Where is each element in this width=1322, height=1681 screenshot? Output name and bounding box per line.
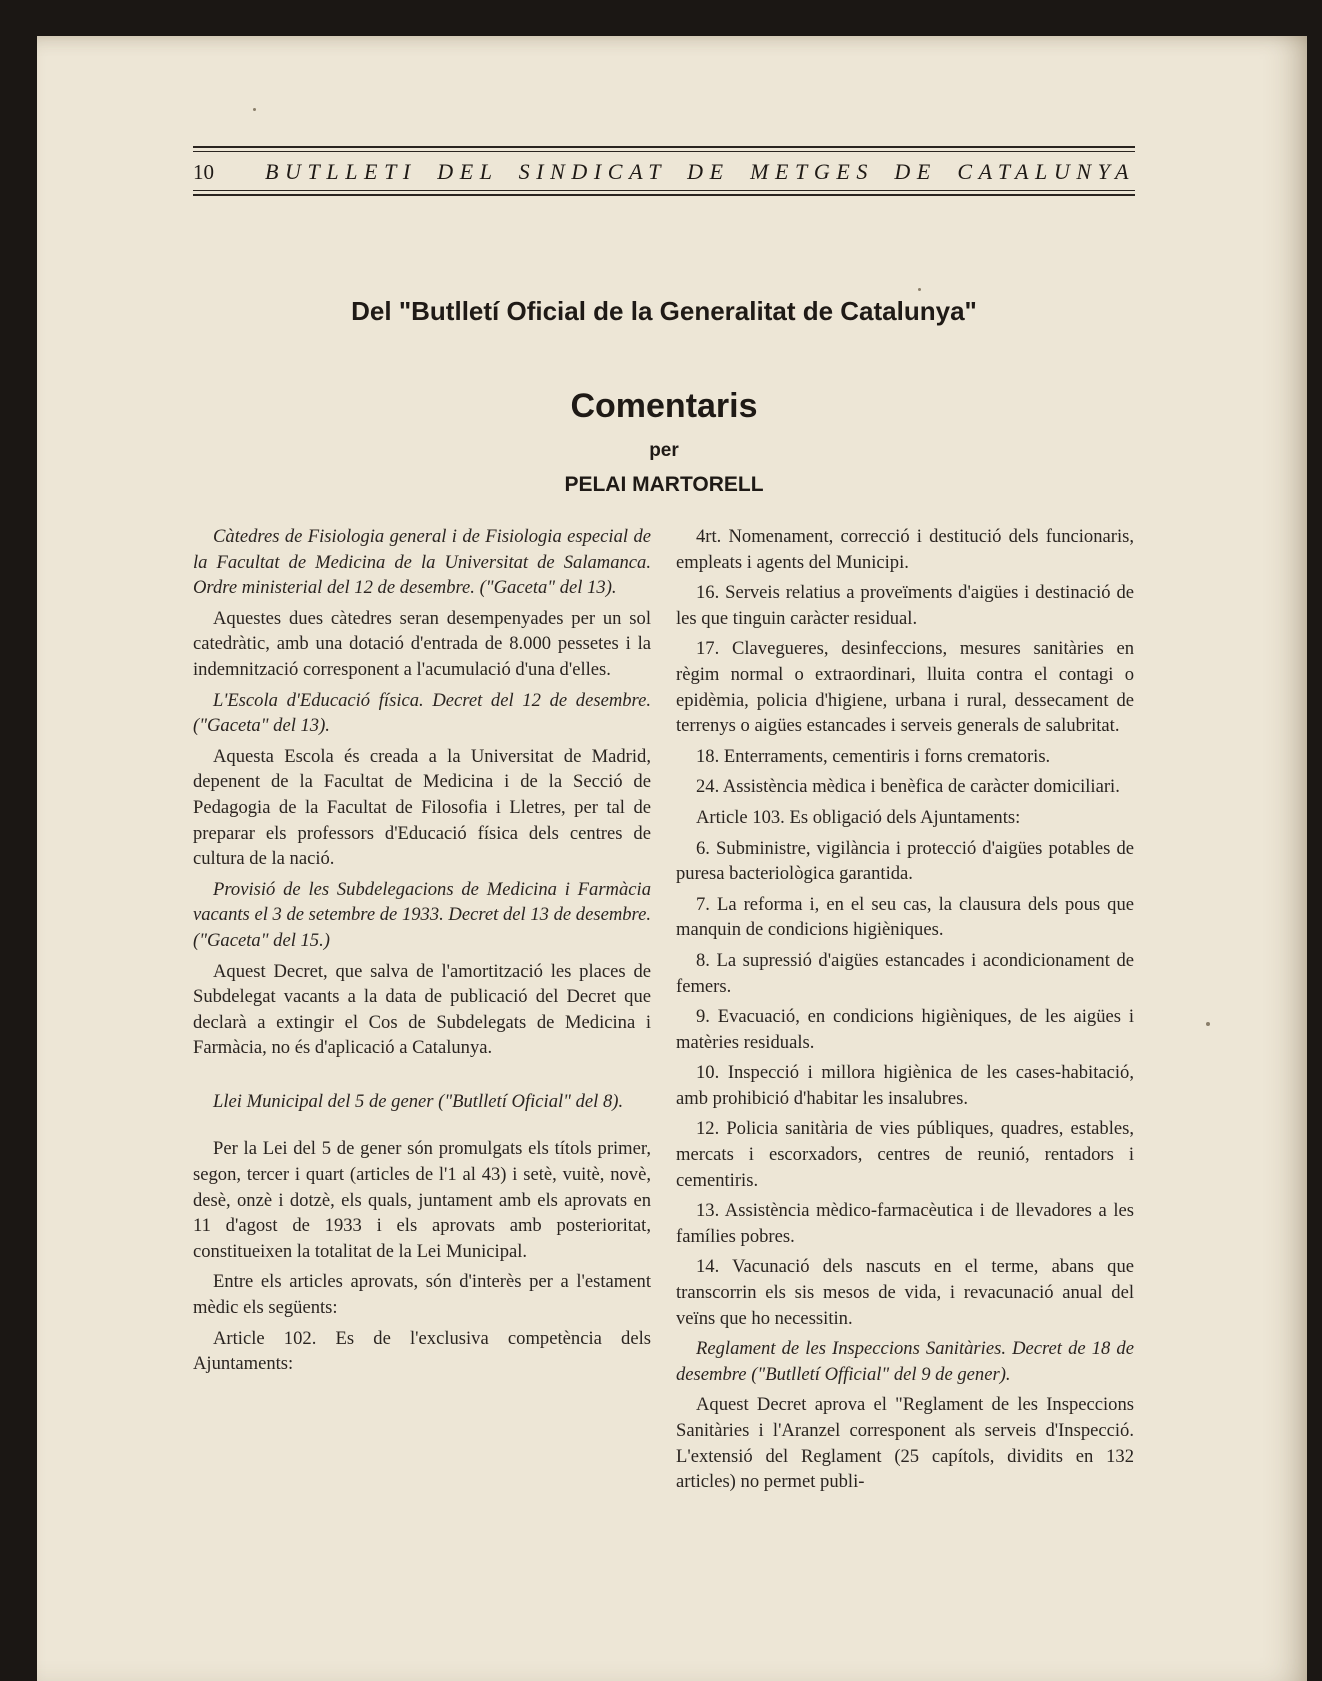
paragraph: 16. Serveis relatius a proveïments d'aigües i destinació de les que tinguin caràcter residual. bbox=[676, 582, 1134, 629]
paragraph: Reglament de les Inspeccions Sanitàries. Decret de 18 de desembre ("Butlletí Official" del 9 de gener). bbox=[676, 1338, 1134, 1385]
paragraph: Aquestes dues càtedres seran desempenyades per un sol catedràtic, amb una dotació d'entrada de 8.000 pessetes i la indemnització corresponent a l'acumulació d'una d'elles. bbox=[193, 607, 651, 680]
paragraph: Provisió de les Subdelegacions de Medicina i Farmàcia vacants el 3 de setembre de 1933. Decret del 13 de desembre. ("Gaceta" del 15.) bbox=[193, 878, 651, 951]
paper-speck bbox=[1206, 1022, 1210, 1026]
paragraph: 12. Policia sanitària de vies públiques, quadres, estables, mercats i escorxadors, centres de reunió, rentadors i cementiris. bbox=[676, 1118, 1134, 1191]
paragraph: Aquest Decret, que salva de l'amortització les places de Subdelegat vacants a la data de publicació del Decret que declarà a extingir el Cos de Subdelegats de Medicina i Farmàcia, no és d'aplicació a Catalunya. bbox=[193, 960, 651, 1059]
paragraph: Entre els articles aprovats, són d'interès per a l'estament mèdic els següents: bbox=[193, 1271, 651, 1319]
author-name: PELAI MARTORELL bbox=[564, 473, 764, 496]
page-number: 10 bbox=[193, 159, 214, 184]
paper-speck bbox=[918, 288, 921, 291]
header-rule-bottom-thin bbox=[193, 190, 1135, 191]
paragraph: Per la Lei del 5 de gener són promulgats els títols primer, segon, tercer i quart (articles de l'1 al 43) i setè, vuitè, novè, desè, onzè i dotzè, els quals, juntament amb els aprovats en 11 d'agost de 1933 i els aprovats amb posterioritat, constitueixen la totalitat de la Lei Municipal. bbox=[193, 1138, 651, 1262]
running-title: BUTLLETI DEL SINDICAT DE METGES DE CATALUNYA bbox=[265, 159, 1135, 184]
paragraph: 8. La supressió d'aigües estancades i acondicionament de femers. bbox=[676, 949, 1134, 997]
paragraph: Article 102. Es de l'exclusiva competència dels Ajuntaments: bbox=[193, 1327, 651, 1375]
paragraph: Aquesta Escola és creada a la Universitat de Madrid, depenent de la Facultat de Medicina i de la Secció de Pedagogia de la Facultat de Filosofia i Lletres, per tal de preparar els professors d'Educació física dels centres de cultura de la nació. bbox=[193, 745, 651, 870]
paragraph: 18. Enterraments, cementiris i forns crematoris. bbox=[696, 745, 1051, 767]
paragraph: Llei Municipal del 5 de gener ("Butlletí Oficial" del 8). bbox=[213, 1090, 624, 1112]
paragraph: 17. Clavegueres, desinfeccions, mesures sanitàries en règim normal o extraordinari, lluita contra el contagi o epidèmia, policia d'higiene, urbana i rural, dessecament de terrenys o aigües estancades i serveis generals de salubritat. bbox=[676, 638, 1134, 737]
paragraph: Càtedres de Fisiologia general i de Fisiologia especial de la Facultat de Medicina de la Universitat de Salamanca. Ordre ministerial del 12 de desembre. ("Gaceta" del 13). bbox=[193, 526, 651, 599]
header-rule-top bbox=[193, 146, 1135, 148]
header-rule-top-thin bbox=[193, 151, 1135, 152]
paragraph: Aquest Decret aprova el "Reglament de les Inspeccions Sanitàries i l'Aranzel corresponent als serveis d'Inspecció. L'extensió del Reglament (25 capítols, dividits en 132 articles) no permet publi- bbox=[676, 1394, 1134, 1493]
right-column bbox=[676, 524, 1134, 1500]
paragraph: 9. Evacuació, en condicions higièniques, de les aigües i matèries residuals. bbox=[676, 1006, 1134, 1053]
byline-per: per bbox=[649, 440, 679, 461]
main-title: Comentaris bbox=[570, 387, 758, 425]
paragraph: 7. La reforma i, en el seu cas, la clausura dels pous que manquin de condicions higièniques. bbox=[676, 893, 1134, 941]
paragraph: 13. Assistència mèdico-farmacèutica i de llevadores a les famílies pobres. bbox=[676, 1200, 1134, 1247]
source-title: Del "Butlletí Oficial de la Generalitat de Catalunya" bbox=[351, 296, 977, 326]
paragraph: 6. Subministre, vigilància i protecció d'aigües potables de puresa bacteriològica garantida. bbox=[676, 837, 1134, 885]
paper-speck bbox=[253, 108, 256, 111]
paragraph: 10. Inspecció i millora higiènica de les cases-habitació, amb prohibició d'habitar les insalubres. bbox=[676, 1062, 1134, 1109]
paragraph: 14. Vacunació dels nascuts en el terme, abans que transcorrin els sis mesos de vida, i revacunació anual del veïns que ho necessitin. bbox=[676, 1256, 1134, 1329]
running-header bbox=[193, 156, 1135, 188]
paragraph: 4rt. Nomenament, correcció i destitució dels funcionaris, empleats i agents del Municipi. bbox=[676, 526, 1134, 573]
paragraph: Article 103. Es obligació dels Ajuntaments: bbox=[696, 806, 1021, 828]
paragraph: 24. Assistència mèdica i benèfica de caràcter domiciliari. bbox=[696, 776, 1120, 798]
header-rule-bottom bbox=[193, 194, 1135, 196]
paragraph: L'Escola d'Educació física. Decret del 12 de desembre. ("Gaceta" del 13). bbox=[193, 689, 651, 737]
left-column bbox=[193, 524, 651, 1382]
